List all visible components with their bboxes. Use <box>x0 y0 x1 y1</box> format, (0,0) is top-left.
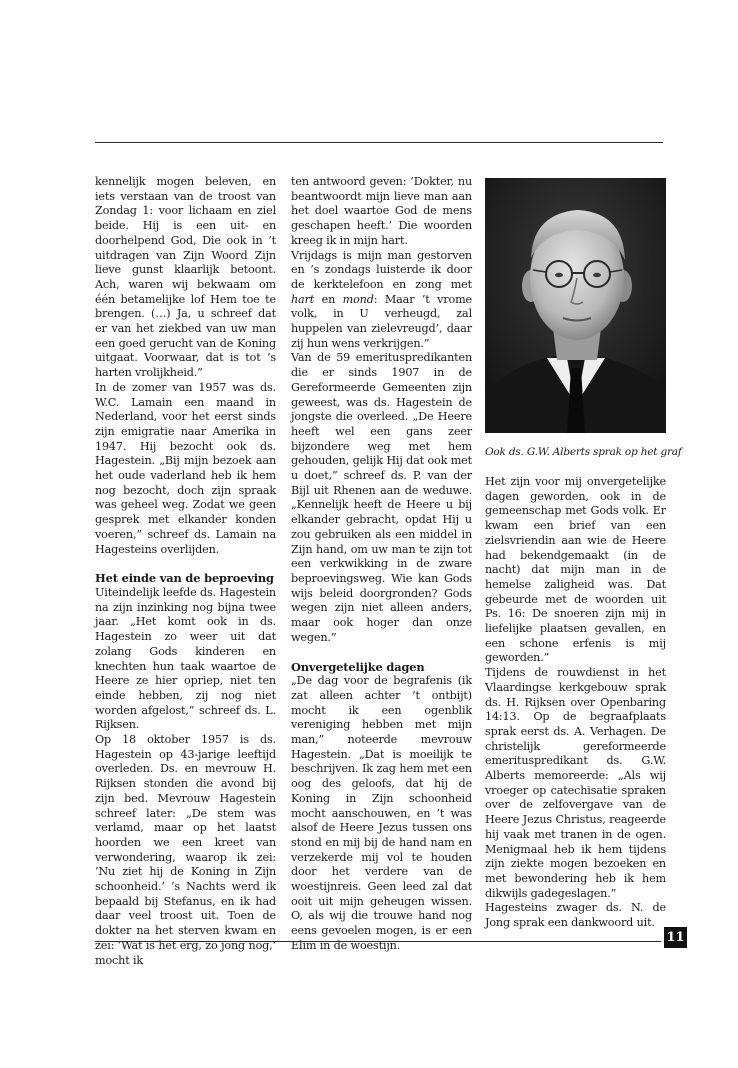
text-column-2 <box>291 175 472 954</box>
paragraph: Uiteindelijk leefde ds. Hagestein na zijn inzinking nog bijna twee jaar. „Het komt ook in ds. Hagestein zo weer uit dat zolang Gods kinderen en knechten hun taak waartoe de Heere ze hier opriep, niet ten einde hebben, zij nog niet worden afgelost,” schreef ds. L. Rijksen. <box>95 585 276 732</box>
paragraph: Het zijn voor mij onvergetelijke dagen geworden, ook in de gemeenschap met Gods volk. Er kwam een brief van een zielsvriendin aan wie de Heere had bekendgemaakt (in de nacht) dat mijn man in de hemelse zaligheid was. Dat gebeurde met de woorden uit Ps. 16: De snoeren zijn mij in liefelijke plaatsen gevallen, en een schone erfenis is mij geworden.” <box>485 475 666 665</box>
paragraph: kennelijk mogen beleven, en iets verstaan van de troost van Zondag 1: voor lichaam en ziel beide. Hij is een uit- en doorhelpend God, Die ook in ’t uitdragen van Zijn Woord Zijn lieve gunst klaarlijk betoont. Ach, waren wij bekwaam om één betamelijke lof Hem toe te brengen. (…) Ja, u schreef dat er van het ziekbed van uw man een goed gerucht van de Koning uitgaat. Voorwaar, dat is tot ’s harten vrolijkheid.” <box>95 175 276 380</box>
paragraph: Hagesteins zwager ds. N. de Jong sprak een dankwoord uit. <box>485 901 666 930</box>
paragraph: Van de 59 emerituspredikanten die er sinds 1907 in de Gereformeerde Gemeenten zijn geweest, was ds. Hagestein de jongste die overleed. „De Heere heeft wel een gans zeer bijzondere weg met hem gehouden, gelijk Hij dat ook met u doet,” schreef ds. P. van der Bijl uit Rhenen aan de weduwe. „Kennelijk heeft de Heere u bij elkander gebracht, opdat Hij u zou gebruiken als een middel in Zijn hand, om uw man te zijn tot een verkwikking in de zware beproevingsweg. Wie kan Gods wijs beleid doorgronden? Gods wegen zijn niet alleen anders, maar ook hoger dan onze wegen.” <box>291 351 472 644</box>
text-column-3 <box>485 475 666 931</box>
paragraph: Vrijdags is mijn man gestorven en ’s zondags luisterde ik door de kerktelefoon en zong met hart en mond: Maar ’t vrome volk, in U verheugd, zal huppelen van zielevreugd’, daar zij hun wens verkrijgen.” <box>291 248 472 350</box>
top-rule <box>95 142 663 143</box>
paragraph: ten antwoord geven: ’Dokter, nu beantwoordt mijn lieve man aan het doel waartoe God de mens geschapen heeft.’ Die woorden kreeg ik in mijn hart. <box>291 175 472 247</box>
paragraph: „De dag voor de begrafenis (ik zat alleen achter ’t ontbijt) mocht ik een ogenblik vereniging hebben met mijn man,” noteerde mevrouw Hagestein. „Dat is moeilijk te beschrijven. Ik zag hem met een oog des geloofs, dat hij de Koning in Zijn schoonheid mocht aanschouwen, en ’t was alsof de Heere Jezus tussen ons stond en mij bij de hand nam en verzekerde mij vol te houden door het verdere van de woestijnreis. Geen leed zal dat ooit uit mijn geheugen wissen. O, als wij die trouwe hand nog eens gevoelen mogen, is er een Elim in de woestijn. <box>291 674 472 952</box>
section-heading: Het einde van de beproeving <box>95 571 274 586</box>
paragraph: In de zomer van 1957 was ds. W.C. Lamain een maand in Nederland, voor het eerst sinds zijn emigratie naar Amerika in 1947. Hij bezocht ook ds. Hagestein. „Bij mijn bezoek aan het oude vaderland heb ik hem nog bezocht, doch zijn spraak was geheel weg. Zodat we geen gesprek met elkander konden voeren,” schreef ds. Lamain na Hagesteins overlijden. <box>95 380 276 556</box>
section-heading: Onvergetelijke dagen <box>291 659 425 674</box>
paragraph: Op 18 oktober 1957 is ds. Hagestein op 43-jarige leeftijd overleden. Ds. en mevrouw H. Rijksen stonden die avond bij zijn bed. Mevrouw Hagestein schreef later: „De stem was verlamd, maar op het laatst hoorden we een kreet van verwondering, waarop ik zei: ’Nu ziet hij de Koning in Zijn schoonheid.’ ’s Nachts werd ik bepaald bij Stefanus, en ik had daar veel troost uit. Toen de dokter na het sterven kwam en zei: ’Wat is het erg, zo jong nog,’ mocht ik <box>95 733 276 967</box>
portrait-image <box>485 178 666 433</box>
paragraph: Tijdens de rouwdienst in het Vlaardingse kerkgebouw sprak ds. H. Rijksen over Openbaring 14:13. Op de begraafplaats sprak eerst ds. A. Verhagen. De christelijk gereformeerde emerituspredikant ds. G.W. Alberts memoreerde: „Als wij vroeger op catechisatie spraken over de zelfovergave van de Heere Jezus Christus, reageerde hij vaak met tranen in de ogen. Menigmaal heb ik hem tijdens zijn ziekte mogen bezoeken en met bewondering heb ik hem dikwijls gadegeslagen.” <box>485 666 666 900</box>
photo-caption: Ook ds. G.W. Alberts sprak op het graf <box>485 446 682 458</box>
text-column-1 <box>95 175 276 968</box>
bottom-rule <box>95 941 661 942</box>
page-number: 11 <box>664 927 687 948</box>
portrait-photo <box>485 178 666 433</box>
